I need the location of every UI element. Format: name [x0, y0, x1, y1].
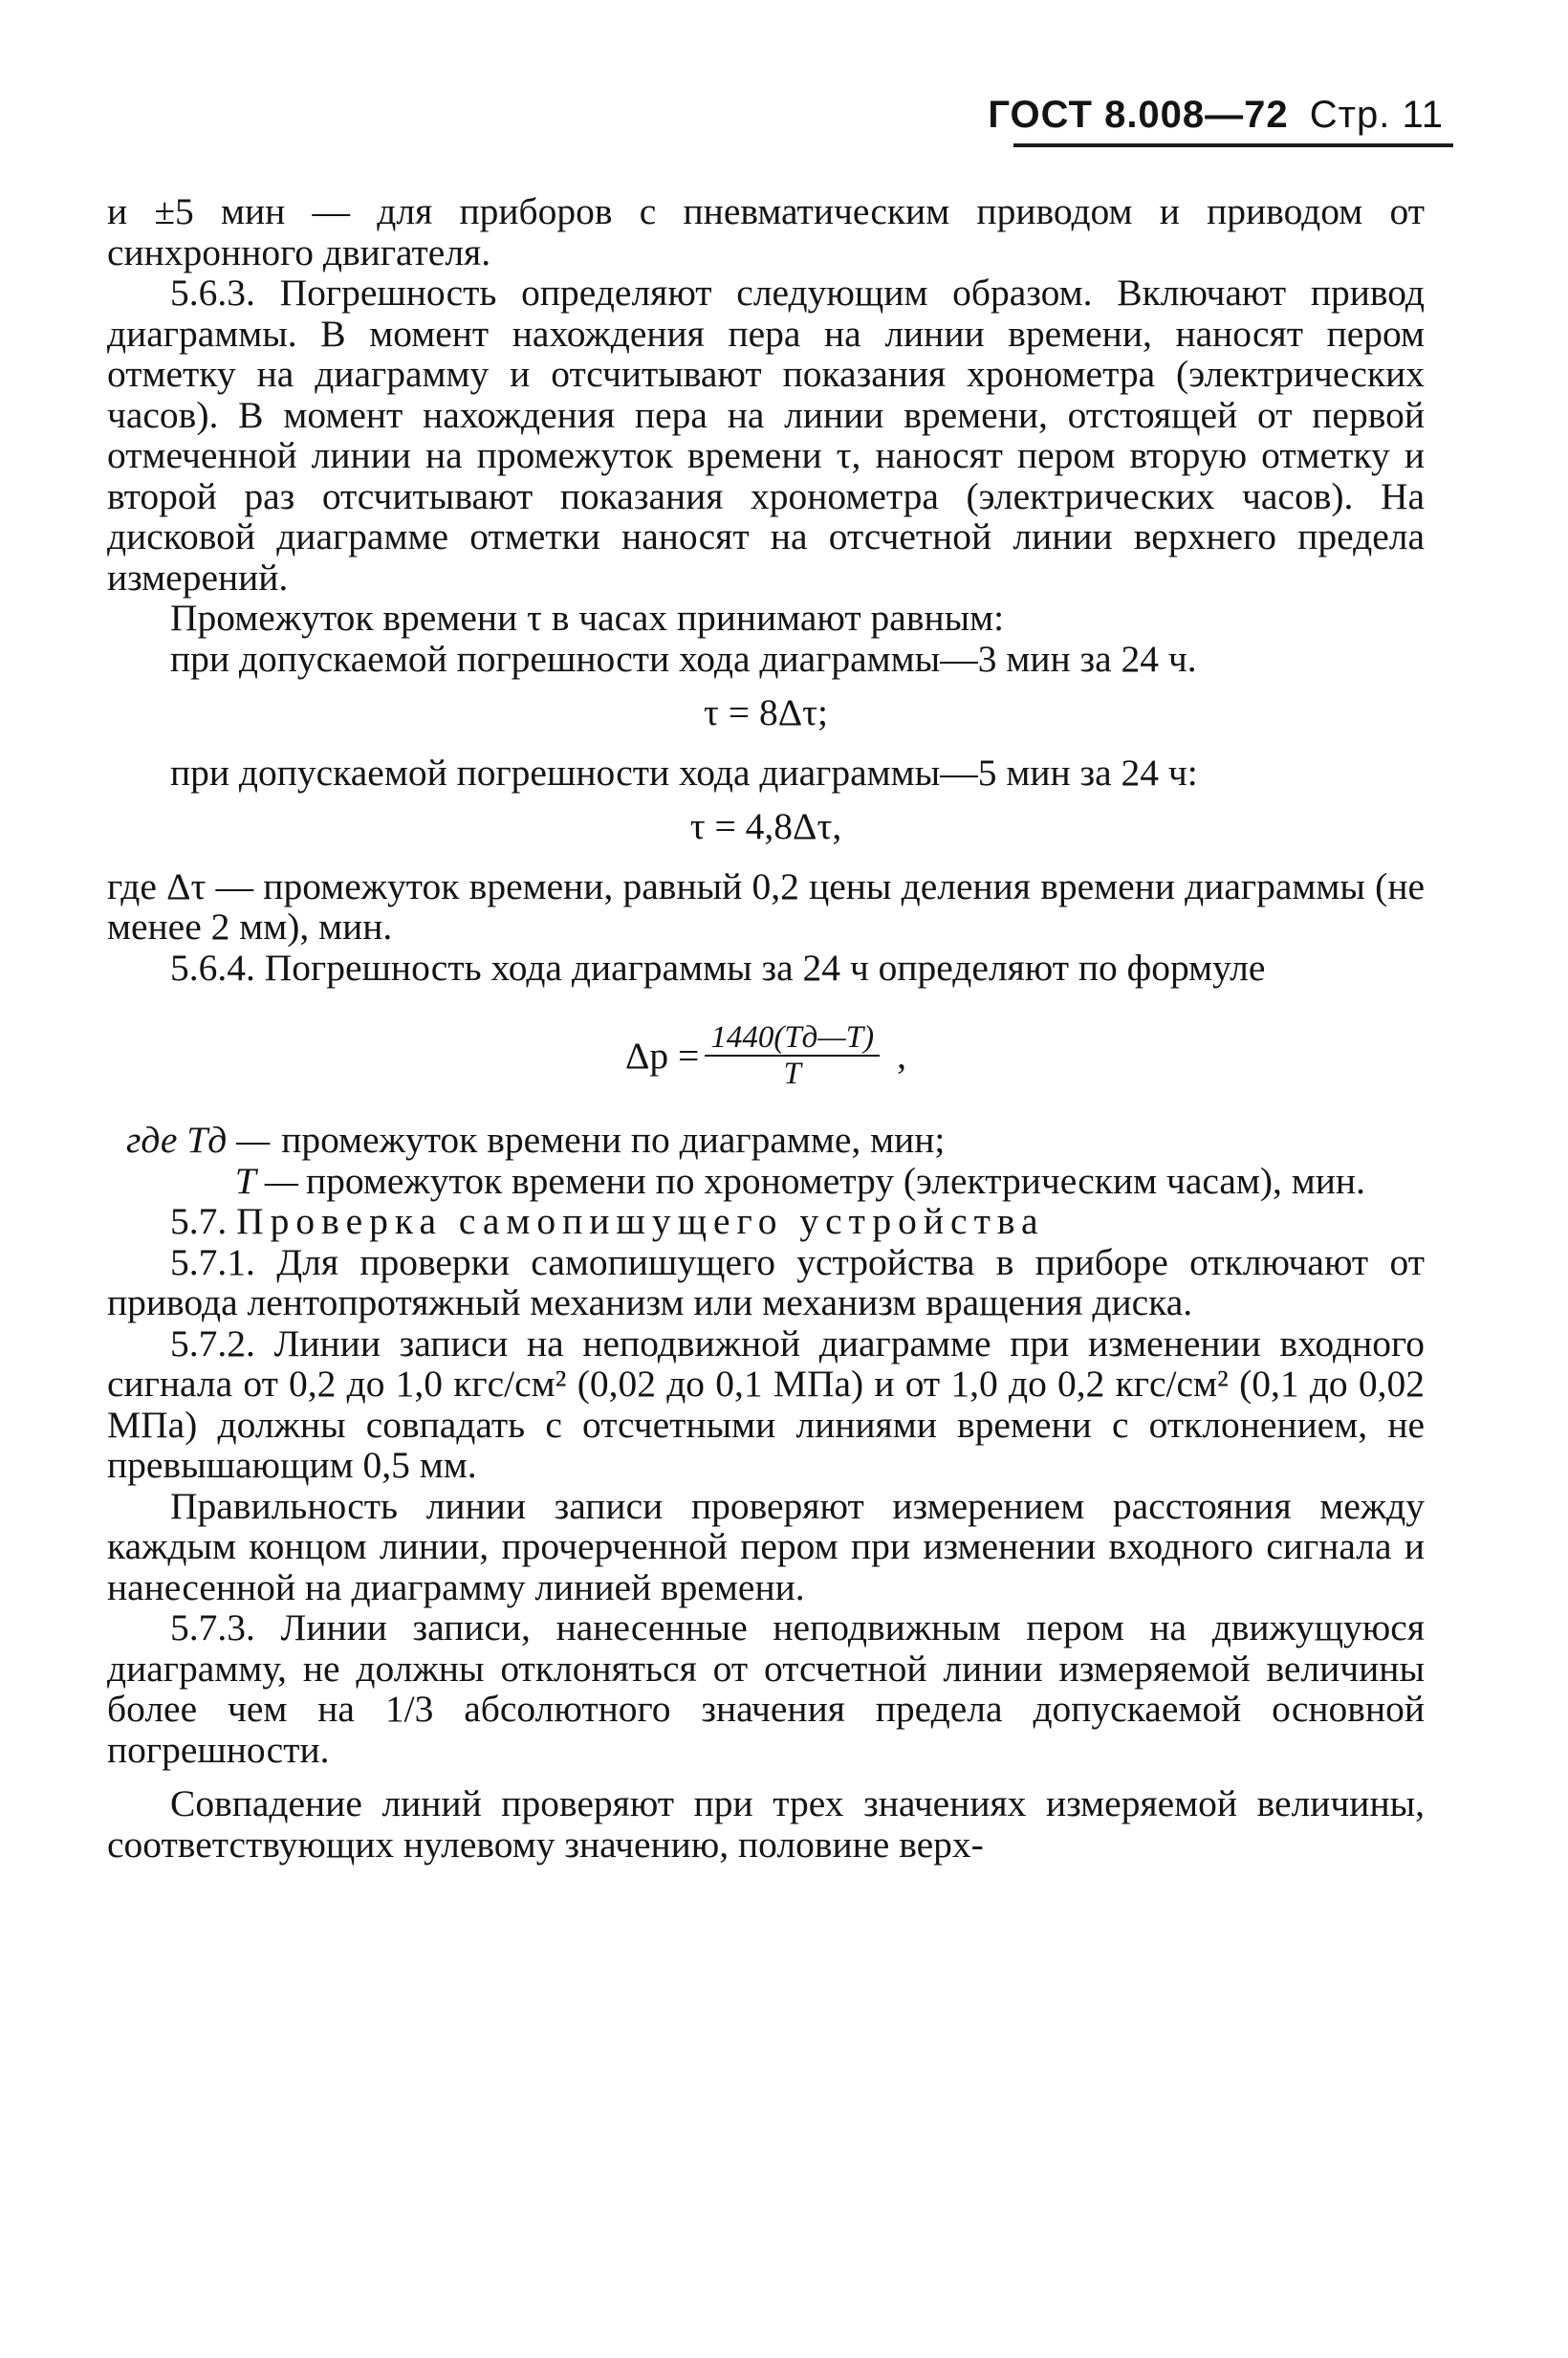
formula-trail: , — [897, 1034, 906, 1077]
page-number: Стр. 11 — [1309, 94, 1444, 136]
legend-row-td — [107, 1120, 1425, 1161]
paragraph-continued: и ±5 мин — для приборов с пневматическим приводом и приводом от синхронного двигателя. — [107, 190, 1425, 273]
paragraph-case-3min: при допускаемой погрешности хода диаграммы—3 мин за 24 ч. — [170, 637, 1197, 680]
formula-lhs: Δр = — [625, 1034, 700, 1077]
document-body — [107, 191, 1425, 1865]
formula-fraction — [705, 1020, 880, 1091]
legend-label-t: T — — [234, 1159, 298, 1202]
paragraph-delta-definition: где Δτ — промежуток времени, равный 0,2 цены деления времени диаграммы (не менее 2 мм), мин. — [107, 864, 1425, 948]
paragraph-5-6-4: 5.6.4. Погрешность хода диаграммы за 24 ч определяют по формуле — [170, 946, 1266, 989]
formula-legend — [107, 1120, 1425, 1201]
paragraph-coincidence: Совпадение линий проверяют при трех значениях измеряемой величины, соответствующих нулевому значению, половине верх- — [107, 1782, 1425, 1866]
paragraph-5-7-3: 5.7.3. Линии записи, нанесенные неподвижным пером на движущуюся диаграмму, не должны отклоняться от отсчетной линии измеряемой величины более чем на 1/3 абсолютного значения предела допускаемой основной погрешности. — [107, 1606, 1425, 1771]
paragraph-5-7-1: 5.7.1. Для проверки самопишущего устройства в приборе отключают от привода лентопротяжный механизм или механизм вращения диска. — [107, 1240, 1425, 1323]
paragraph-case-5min: при допускаемой погрешности хода диаграммы—5 мин за 24 ч: — [170, 751, 1198, 794]
formula-rate-error — [107, 1020, 1425, 1091]
section-title: Проверка самопишущего устройства — [236, 1200, 1045, 1242]
equation-2: τ = 4,8Δτ, — [689, 805, 842, 847]
equation-1: τ = 8Δτ; — [704, 691, 828, 733]
paragraph-5-7-2: 5.7.2. Линии записи на неподвижной диаграмме при изменении входного сигнала от 0,2 до 1,0 кгс/см² (0,02 до 0,1 МПа) и от 1,0 до 0,2 кгс/см² (0,1 до 0,02 МПа) должны совпадать с отсчетными линиями времени с отклонением, не превышающим 0,5 мм. — [107, 1321, 1425, 1486]
standard-number: ГОСТ 8.008—72 — [988, 94, 1289, 136]
section-heading-5-7 — [107, 1201, 1425, 1242]
page-header — [988, 94, 1444, 137]
paragraph-5-6-3: 5.6.3. Погрешность определяют следующим образом. Включают привод диаграммы. В момент нахождения пера на линии времени, наносят пером отметку на диаграмму и отсчитывают показания хронометра (электрических часов). В момент нахождения пера на линии времени, отстоящей от первой отмеченной линии на промежуток времени τ, наносят пером вторую отметку и второй раз отсчитывают показания хронометра (электрических часов). На дисковой диаграмме отметки наносят на отсчетной линии верхнего предела измерений. — [107, 272, 1425, 599]
legend-text-t: промежуток времени по хронометру (электрическим часам), мин. — [306, 1159, 1365, 1202]
legend-text-td: промежуток времени по диаграмме, мин; — [281, 1119, 946, 1161]
paragraph-line-check: Правильность линии записи проверяют измерением расстояния между каждым концом линии, прочерченной пером при изменении входного сигнала и нанесенной на диаграмму линией времени. — [107, 1484, 1425, 1608]
legend-label-td: где Tд — — [126, 1119, 271, 1161]
header-divider — [1013, 143, 1453, 147]
legend-row-t — [107, 1161, 1425, 1202]
section-number: 5.7. — [170, 1200, 228, 1242]
formula-numerator: 1440(Tд—T) — [705, 1020, 880, 1057]
paragraph-interval-intro: Промежуток времени τ в часах принимают равным: — [170, 597, 1005, 639]
formula-denominator: T — [783, 1057, 801, 1091]
